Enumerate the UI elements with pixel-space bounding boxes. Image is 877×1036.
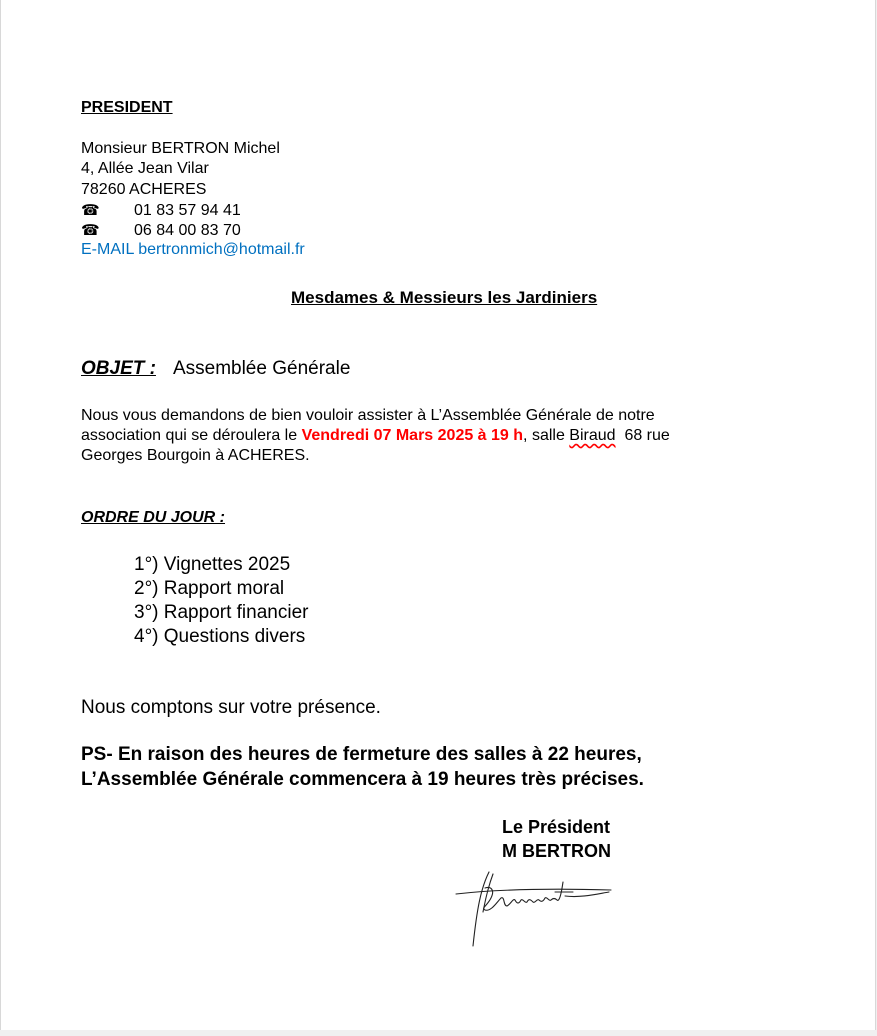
telephone-icon: ☎ [81,202,100,219]
phone-line-2 [81,221,241,240]
invitation-text: association qui se déroulera le [81,427,302,444]
phone-number-1: 01 83 57 94 41 [134,202,241,219]
invitation-line-3: Georges Bourgoin à ACHERES. [81,447,310,464]
agenda-item: 3°) Rapport financier [134,602,309,623]
signatory-name: M BERTRON [502,841,611,861]
signatory-title: Le Président [502,817,611,837]
objet-value: Assemblée Générale [172,358,351,379]
address-line-2: 78260 ACHERES [81,181,207,198]
invitation-paragraph [81,406,670,466]
handwritten-signature [451,868,616,950]
closing-sentence: Nous comptons sur votre présence. [81,697,381,718]
ps-line-1: PS- En raison des heures de fermeture des salles à 22 heures, [81,744,642,765]
objet-line [81,358,350,380]
phone-number-2: 06 84 00 83 70 [134,222,241,239]
invitation-line-2 [81,426,670,446]
greeting-heading: Mesdames & Messieurs les Jardiniers [291,288,598,307]
agenda-item: 1°) Vignettes 2025 [134,554,291,575]
ps-line-2: L’Assemblée Générale commencera à 19 heures très précises. [81,769,644,790]
invitation-line-1: Nous vous demandons de bien vouloir assister à L’Assemblée Générale de notre [81,407,655,424]
invitation-text: , salle [523,427,570,444]
agenda-item: 2°) Rapport moral [134,578,285,599]
agenda-item: 4°) Questions divers [134,626,306,647]
telephone-icon: ☎ [81,222,100,239]
email-link[interactable]: E-MAIL bertronmich@hotmail.fr [81,241,305,258]
ordre-du-jour-heading: ORDRE DU JOUR : [81,509,226,526]
meeting-place: Biraud [569,427,616,444]
phone-line-1 [81,201,241,220]
president-heading: PRESIDENT [81,99,173,116]
meeting-date: Vendredi 07 Mars 2025 à 19 h [301,427,524,444]
invitation-text: 68 rue [615,427,670,444]
president-name: Monsieur BERTRON Michel [81,140,280,157]
address-line-1: 4, Allée Jean Vilar [81,160,209,177]
objet-label: OBJET : [81,358,156,379]
